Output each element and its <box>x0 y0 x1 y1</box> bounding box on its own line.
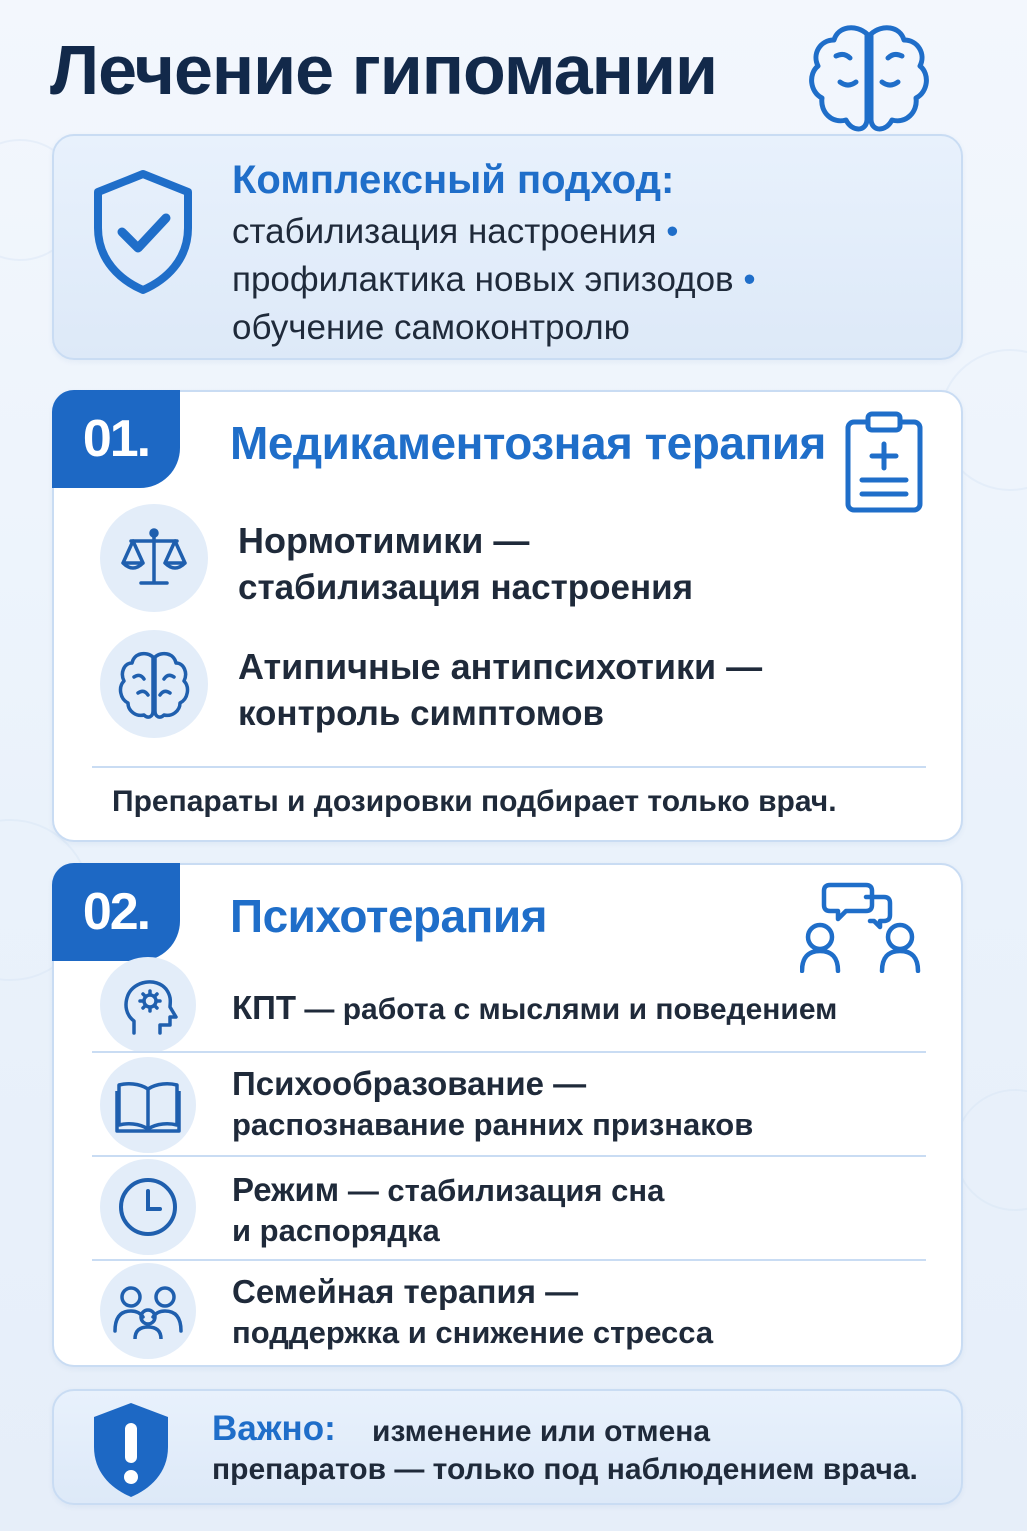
intro-line-text: обучение самоконтролю <box>232 308 630 347</box>
intro-heading: Комплексный подход: <box>232 158 675 202</box>
intro-line <box>232 260 756 300</box>
intro-line-text: стабилизация настроения <box>232 212 657 251</box>
shield-exclamation-icon <box>88 1399 174 1499</box>
row-title: Режим <box>232 1171 340 1208</box>
head-gear-icon-circle <box>100 957 196 1053</box>
book-icon-circle <box>100 1057 196 1153</box>
intro-line <box>232 308 630 348</box>
people-chat-icon <box>800 881 930 973</box>
bullet-dot: • <box>666 212 679 251</box>
therapy-row <box>232 989 837 1027</box>
intro-card <box>52 134 963 360</box>
scales-icon <box>119 523 189 593</box>
warning-card <box>52 1389 963 1505</box>
medication-card <box>52 390 963 842</box>
family-icon <box>113 1283 183 1339</box>
row-title: Психообразование — <box>232 1065 587 1102</box>
row-desc: — работа с мыслями и поведением <box>296 993 838 1026</box>
doctor-note: Препараты и дозировки подбирает только врач. <box>112 785 837 818</box>
head-gear-icon <box>116 973 180 1037</box>
section-number: 02. <box>52 863 180 961</box>
page-title: Лечение гипомании <box>50 31 718 109</box>
divider <box>92 1155 926 1157</box>
row-desc: — стабилизация сна <box>339 1173 665 1208</box>
item-text: контроль симптомов <box>238 694 605 733</box>
psychotherapy-card <box>52 863 963 1367</box>
bullet-dot: • <box>743 260 756 299</box>
section-heading: Психотерапия <box>230 890 548 942</box>
clock-icon-circle <box>100 1159 196 1255</box>
divider <box>92 766 926 768</box>
item-text: стабилизация настроения <box>238 568 694 607</box>
row-desc: распознавание ранних признаков <box>232 1107 754 1142</box>
brain-icon <box>806 20 932 138</box>
warning-text: изменение или отмена <box>372 1415 711 1448</box>
row-desc: и распорядка <box>232 1213 440 1248</box>
shield-check-icon <box>88 166 198 296</box>
therapy-row <box>232 1171 664 1209</box>
book-icon <box>115 1077 181 1133</box>
brain-icon-circle <box>100 630 208 738</box>
item-title: Нормотимики — <box>238 520 530 561</box>
row-desc: поддержка и снижение стресса <box>232 1315 714 1350</box>
intro-line <box>232 212 679 252</box>
section-heading: Медикаментозная терапия <box>230 417 826 469</box>
warning-text: препаратов — только под наблюдением врача. <box>212 1453 918 1486</box>
scales-icon-circle <box>100 504 208 612</box>
intro-line-text: профилактика новых эпизодов <box>232 260 734 299</box>
row-title: КПТ <box>232 989 297 1026</box>
clock-icon <box>116 1175 180 1239</box>
divider <box>92 1051 926 1053</box>
divider <box>92 1259 926 1261</box>
row-title: Семейная терапия — <box>232 1273 579 1310</box>
item-title: Атипичные антипсихотики — <box>238 646 763 687</box>
clipboard-plus-icon <box>844 410 924 514</box>
family-icon-circle <box>100 1263 196 1359</box>
brain-icon <box>118 649 190 719</box>
section-number: 01. <box>52 390 180 488</box>
warning-heading: Важно: <box>212 1409 336 1448</box>
